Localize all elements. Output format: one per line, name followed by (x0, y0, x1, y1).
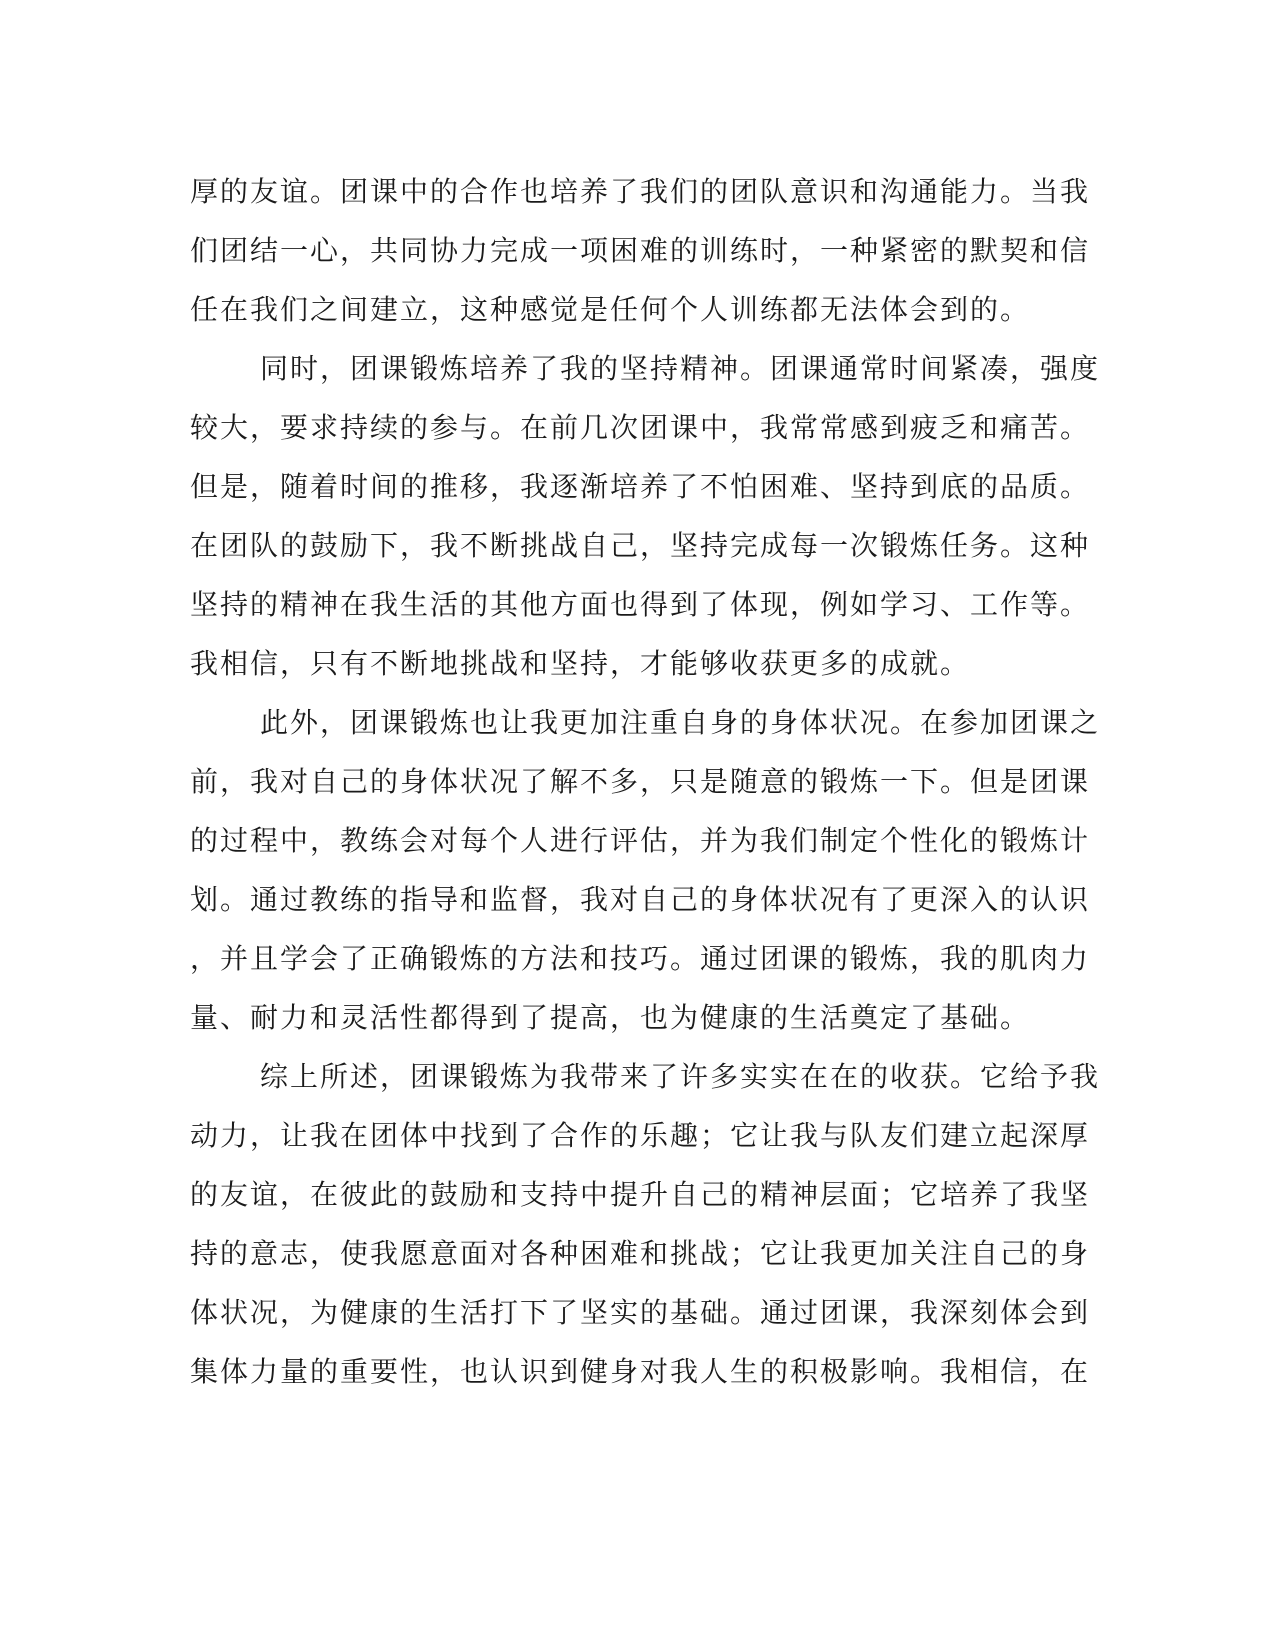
text-line: 集体力量的重要性，也认识到健身对我人生的积极影响。我相信，在 (190, 1355, 1091, 1388)
text-line: 综上所述，团课锻炼为我带来了许多实实在在的收获。它给予我 (260, 1060, 1101, 1093)
text-line: 前，我对自己的身体状况了解不多，只是随意的锻炼一下。但是团课 (190, 765, 1091, 798)
text-line: 在团队的鼓励下，我不断挑战自己，坚持完成每一次锻炼任务。这种 (190, 529, 1091, 562)
text-line: 较大，要求持续的参与。在前几次团课中，我常常感到疲乏和痛苦。 (190, 411, 1091, 444)
text-line: 的友谊，在彼此的鼓励和支持中提升自己的精神层面；它培养了我坚 (190, 1178, 1091, 1211)
text-line: 体状况，为健康的生活打下了坚实的基础。通过团课，我深刻体会到 (190, 1296, 1091, 1329)
text-line: 动力，让我在团体中找到了合作的乐趣；它让我与队友们建立起深厚 (190, 1119, 1091, 1152)
text-line: 任在我们之间建立，这种感觉是任何个人训练都无法体会到的。 (190, 293, 1031, 326)
text-line: 划。通过教练的指导和监督，我对自己的身体状况有了更深入的认识 (190, 883, 1091, 916)
document-body (190, 162, 1101, 1401)
text-line: 量、耐力和灵活性都得到了提高，也为健康的生活奠定了基础。 (190, 1001, 1031, 1034)
text-line: ，并且学会了正确锻炼的方法和技巧。通过团课的锻炼，我的肌肉力 (190, 942, 1091, 975)
text-line: 的过程中，教练会对每个人进行评估，并为我们制定个性化的锻炼计 (190, 824, 1091, 857)
text-line: 坚持的精神在我生活的其他方面也得到了体现，例如学习、工作等。 (190, 588, 1091, 621)
text-line: 但是，随着时间的推移，我逐渐培养了不怕困难、坚持到底的品质。 (190, 470, 1091, 503)
text-line: 们团结一心，共同协力完成一项困难的训练时，一种紧密的默契和信 (190, 234, 1091, 267)
text-line: 厚的友谊。团课中的合作也培养了我们的团队意识和沟通能力。当我 (190, 175, 1091, 208)
text-line: 同时，团课锻炼培养了我的坚持精神。团课通常时间紧凑，强度 (260, 352, 1101, 385)
text-line: 此外，团课锻炼也让我更加注重自身的身体状况。在参加团课之 (260, 706, 1101, 739)
text-line: 我相信，只有不断地挑战和坚持，才能够收获更多的成就。 (190, 647, 971, 680)
text-line: 持的意志，使我愿意面对各种困难和挑战；它让我更加关注自己的身 (190, 1237, 1091, 1270)
